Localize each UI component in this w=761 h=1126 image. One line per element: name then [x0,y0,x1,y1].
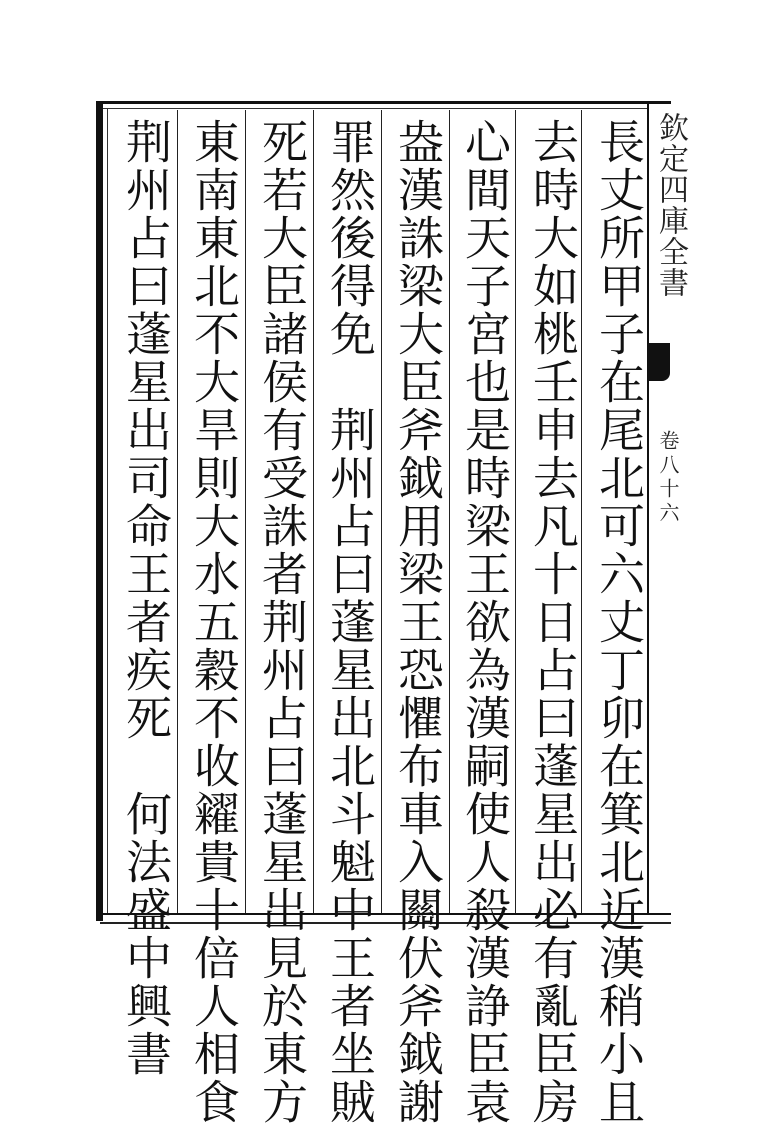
juan-number: 卷八十六 [656,430,680,526]
text-column-8: 荆州占曰蓬星出司命王者疾死 何法盛中興書 [119,118,173,1078]
text-column-4: 盎漢誅梁大臣斧鉞用梁王恐懼布車入關伏斧鉞謝 [391,118,445,1126]
frame-top-border [100,101,671,104]
text-column-7: 東南東北不大旱則大水五穀不收糴貴十倍人相食 [187,118,241,1126]
text-column-5: 罪然後得免 荆州占曰蓬星出北斗魁中王者坐賊 [323,118,377,1126]
book-title: 欽定四庫全書 [653,112,688,298]
frame-inner-left-border [107,108,108,913]
fishtail-mark [648,343,670,381]
text-column-1: 長丈所甲子在尾北可六丈丁卯在箕北近漢稍小且 [592,118,646,1126]
text-column-6: 死若大臣諸侯有受誅者荆州占曰蓬星出見於東方 [255,118,309,1126]
text-column-2: 去時大如桃壬申去凡十日占曰蓬星出必有亂臣房 [526,118,580,1126]
frame-left-border [96,101,103,921]
frame-inner-top-border [100,108,648,109]
text-column-3: 心間天子宮也是時梁王欲為漢嗣使人殺漢諍臣袁 [458,118,512,1126]
